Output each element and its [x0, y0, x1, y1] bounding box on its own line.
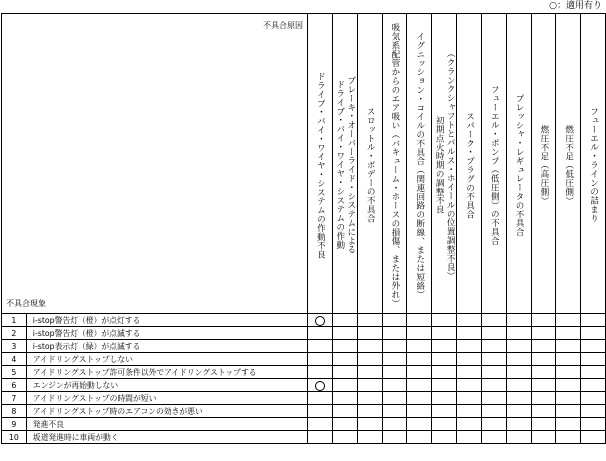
- applicability-cell: [481, 340, 506, 353]
- applicability-cell: [481, 405, 506, 418]
- cause-phenomenon-table: [1, 13, 606, 444]
- table-body: [2, 314, 606, 444]
- applicability-cell: [581, 340, 606, 353]
- applicability-cell: [481, 314, 506, 327]
- cause-header: [357, 14, 382, 314]
- applicability-cell: [531, 366, 556, 379]
- applicability-cell: [481, 366, 506, 379]
- table-row: [2, 340, 606, 353]
- applicability-cell: [357, 418, 382, 431]
- applicability-cell: [506, 327, 531, 340]
- phenomenon-text: i-stop警告灯（橙）が点滅する: [26, 327, 307, 340]
- applicability-cell: [556, 340, 581, 353]
- applicability-cell: [308, 314, 333, 327]
- applicability-cell: [332, 431, 357, 444]
- applicability-cell: [556, 327, 581, 340]
- applicability-cell: [407, 366, 432, 379]
- cause-header: [332, 14, 357, 314]
- applicability-cell: [308, 392, 333, 405]
- applicability-cell: [457, 379, 482, 392]
- applicability-cell: [556, 392, 581, 405]
- applicability-cell: [457, 405, 482, 418]
- applicability-cell: [308, 327, 333, 340]
- phenomenon-text: i-stop警告灯（橙）が点灯する: [26, 314, 307, 327]
- phenomenon-title: 不具合現象: [6, 299, 46, 308]
- applicability-cell: [556, 366, 581, 379]
- applicability-cell: [481, 327, 506, 340]
- applicability-cell: [556, 431, 581, 444]
- phenomenon-text: アイドリングストップしない: [26, 353, 307, 366]
- applicability-cell: [357, 314, 382, 327]
- cause-label: スロットル・ボデーの不具合: [365, 107, 376, 223]
- cause-label: 燃圧不足（低圧側）: [563, 124, 574, 206]
- applicability-cell: [457, 314, 482, 327]
- applicability-cell: [506, 314, 531, 327]
- legend-note: ○：適用有り: [549, 1, 602, 11]
- applicability-cell: [382, 327, 407, 340]
- cause-header: [531, 14, 556, 314]
- applicability-cell: [332, 314, 357, 327]
- applicability-cell: [332, 379, 357, 392]
- applicability-cell: [581, 405, 606, 418]
- applicability-cell: [382, 353, 407, 366]
- applicability-cell: [531, 405, 556, 418]
- row-number: 8: [2, 405, 27, 418]
- applicability-cell: [357, 405, 382, 418]
- applicability-cell: [581, 314, 606, 327]
- row-number: 5: [2, 366, 27, 379]
- cause-label: イグニッション・コイルの不具合（関連回路の断線、または短絡）: [414, 31, 425, 299]
- applicability-cell: [581, 379, 606, 392]
- applicability-cell: [382, 340, 407, 353]
- applicability-cell: [308, 405, 333, 418]
- table-row: [2, 405, 606, 418]
- applicability-cell: [308, 379, 333, 392]
- table-row: [2, 366, 606, 379]
- cause-label: ブレーキ・オーバーライド・システムによる ドライブ・バイ・ワイヤ・システムの作動: [334, 76, 356, 254]
- applicability-cell: [457, 431, 482, 444]
- applicability-cell: [506, 353, 531, 366]
- phenomenon-text: エンジンが再始動しない: [26, 379, 307, 392]
- applicability-cell: [308, 366, 333, 379]
- cause-label: ドライブ・バイ・ワイヤ・システムの作動不良: [315, 71, 326, 259]
- applicability-cell: [506, 392, 531, 405]
- applicability-cell: [581, 327, 606, 340]
- cause-title: 不具合原因: [263, 21, 303, 30]
- applicability-cell: [581, 353, 606, 366]
- table-row: [2, 431, 606, 444]
- applicability-cell: [531, 353, 556, 366]
- applicability-cell: [581, 418, 606, 431]
- row-number: 2: [2, 327, 27, 340]
- applicability-cell: [457, 392, 482, 405]
- applicability-cell: [481, 379, 506, 392]
- cause-label: スパーク・プラグの不具合: [464, 111, 475, 219]
- applicability-cell: [531, 392, 556, 405]
- applicability-cell: [332, 366, 357, 379]
- applicability-cell: [556, 353, 581, 366]
- applicability-cell: [457, 418, 482, 431]
- applicability-cell: [407, 418, 432, 431]
- phenomenon-text: i-stop表示灯（緑）が点滅する: [26, 340, 307, 353]
- applicability-cell: [357, 392, 382, 405]
- applicability-cell: [556, 379, 581, 392]
- applicability-cell: [531, 418, 556, 431]
- applicability-cell: [506, 379, 531, 392]
- applicability-cell: [357, 327, 382, 340]
- applicability-cell: [407, 327, 432, 340]
- applicability-cell: [581, 431, 606, 444]
- applicability-cell: [332, 392, 357, 405]
- applicability-cell: [581, 392, 606, 405]
- applicability-cell: [432, 418, 457, 431]
- applicability-cell: [407, 353, 432, 366]
- applicability-cell: [332, 340, 357, 353]
- cause-header: [308, 14, 333, 314]
- cause-header: [581, 14, 606, 314]
- applicability-cell: [382, 418, 407, 431]
- applicability-cell: [432, 405, 457, 418]
- applicability-cell: [581, 366, 606, 379]
- table-row: [2, 353, 606, 366]
- applicability-cell: [357, 431, 382, 444]
- row-number: 10: [2, 431, 27, 444]
- cause-header: [432, 14, 457, 314]
- applicability-cell: [432, 366, 457, 379]
- applicability-cell: [432, 353, 457, 366]
- cause-header: [407, 14, 432, 314]
- table-row: [2, 392, 606, 405]
- applicability-cell: [432, 327, 457, 340]
- applicability-cell: [531, 340, 556, 353]
- applicability-cell: [506, 431, 531, 444]
- applicability-cell: [407, 405, 432, 418]
- applicability-cell: [407, 314, 432, 327]
- applicability-cell: [432, 340, 457, 353]
- applicability-cell: [481, 418, 506, 431]
- applicability-cell: [432, 314, 457, 327]
- applicability-cell: [432, 392, 457, 405]
- applicability-cell: [556, 418, 581, 431]
- cause-header: [506, 14, 531, 314]
- applicability-cell: [531, 431, 556, 444]
- applicability-cell: [407, 340, 432, 353]
- cause-header: [481, 14, 506, 314]
- applicability-cell: [432, 431, 457, 444]
- applicability-cell: [308, 353, 333, 366]
- applicability-cell: [332, 353, 357, 366]
- phenomenon-text: 発進不良: [26, 418, 307, 431]
- applicability-cell: [382, 431, 407, 444]
- applicability-cell: [506, 418, 531, 431]
- applicability-cell: [481, 431, 506, 444]
- cause-header: [457, 14, 482, 314]
- applicability-cell: [357, 353, 382, 366]
- cause-label: （クランクシャフトとパルス・ホイールの位置調整不良） 初期点火時期の調整不良: [434, 49, 456, 281]
- applicability-cell: [382, 379, 407, 392]
- applicability-cell: [332, 405, 357, 418]
- row-number: 4: [2, 353, 27, 366]
- applicability-cell: [382, 392, 407, 405]
- applicability-cell: [382, 366, 407, 379]
- applicability-cell: [506, 340, 531, 353]
- applicability-cell: [457, 327, 482, 340]
- applicability-cell: [481, 353, 506, 366]
- cause-label: 吸気系配管からのエア吸い（バキューム・ホースの損傷、または外れ）: [389, 22, 400, 308]
- table-row: [2, 314, 606, 327]
- applicability-cell: [357, 366, 382, 379]
- applicability-cell: [531, 327, 556, 340]
- applicability-cell: [531, 379, 556, 392]
- row-number: 6: [2, 379, 27, 392]
- applicability-cell: [457, 353, 482, 366]
- cause-label: フューエル・ラインの詰まり: [588, 107, 599, 223]
- phenomenon-text: アイドリングストップ許可条件以外でアイドリングストップする: [26, 366, 307, 379]
- applicability-cell: [531, 314, 556, 327]
- applicable-mark-icon: [315, 381, 325, 391]
- applicability-cell: [308, 431, 333, 444]
- applicability-cell: [407, 379, 432, 392]
- applicability-cell: [332, 418, 357, 431]
- row-number: 3: [2, 340, 27, 353]
- corner-cell: [2, 14, 308, 314]
- applicability-cell: [382, 314, 407, 327]
- row-number: 9: [2, 418, 27, 431]
- phenomenon-text: アイドリングストップ時のエアコンの効きが悪い: [26, 405, 307, 418]
- applicability-cell: [457, 366, 482, 379]
- applicability-cell: [382, 405, 407, 418]
- applicable-mark-icon: [315, 316, 325, 326]
- header-row: [2, 14, 606, 314]
- applicability-cell: [308, 340, 333, 353]
- cause-label: 燃圧不足（高圧側）: [538, 124, 549, 206]
- cause-label: フューエル・ポンプ（低圧側）の不具合: [489, 84, 500, 246]
- cause-header: [382, 14, 407, 314]
- applicability-cell: [432, 379, 457, 392]
- applicability-cell: [407, 431, 432, 444]
- applicability-cell: [407, 392, 432, 405]
- phenomenon-text: 坂道発進時に車両が動く: [26, 431, 307, 444]
- phenomenon-text: アイドリングストップの時間が短い: [26, 392, 307, 405]
- table-row: [2, 327, 606, 340]
- cause-label: プレッシャ・レギュレータの不具合: [514, 93, 525, 237]
- table-row: [2, 418, 606, 431]
- row-number: 7: [2, 392, 27, 405]
- applicability-cell: [357, 379, 382, 392]
- applicability-cell: [357, 340, 382, 353]
- applicability-cell: [308, 418, 333, 431]
- applicability-cell: [481, 392, 506, 405]
- applicability-cell: [506, 405, 531, 418]
- applicability-cell: [506, 366, 531, 379]
- applicability-cell: [332, 327, 357, 340]
- row-number: 1: [2, 314, 27, 327]
- cause-header: [556, 14, 581, 314]
- applicability-cell: [457, 340, 482, 353]
- applicability-cell: [556, 314, 581, 327]
- table-row: [2, 379, 606, 392]
- applicability-cell: [556, 405, 581, 418]
